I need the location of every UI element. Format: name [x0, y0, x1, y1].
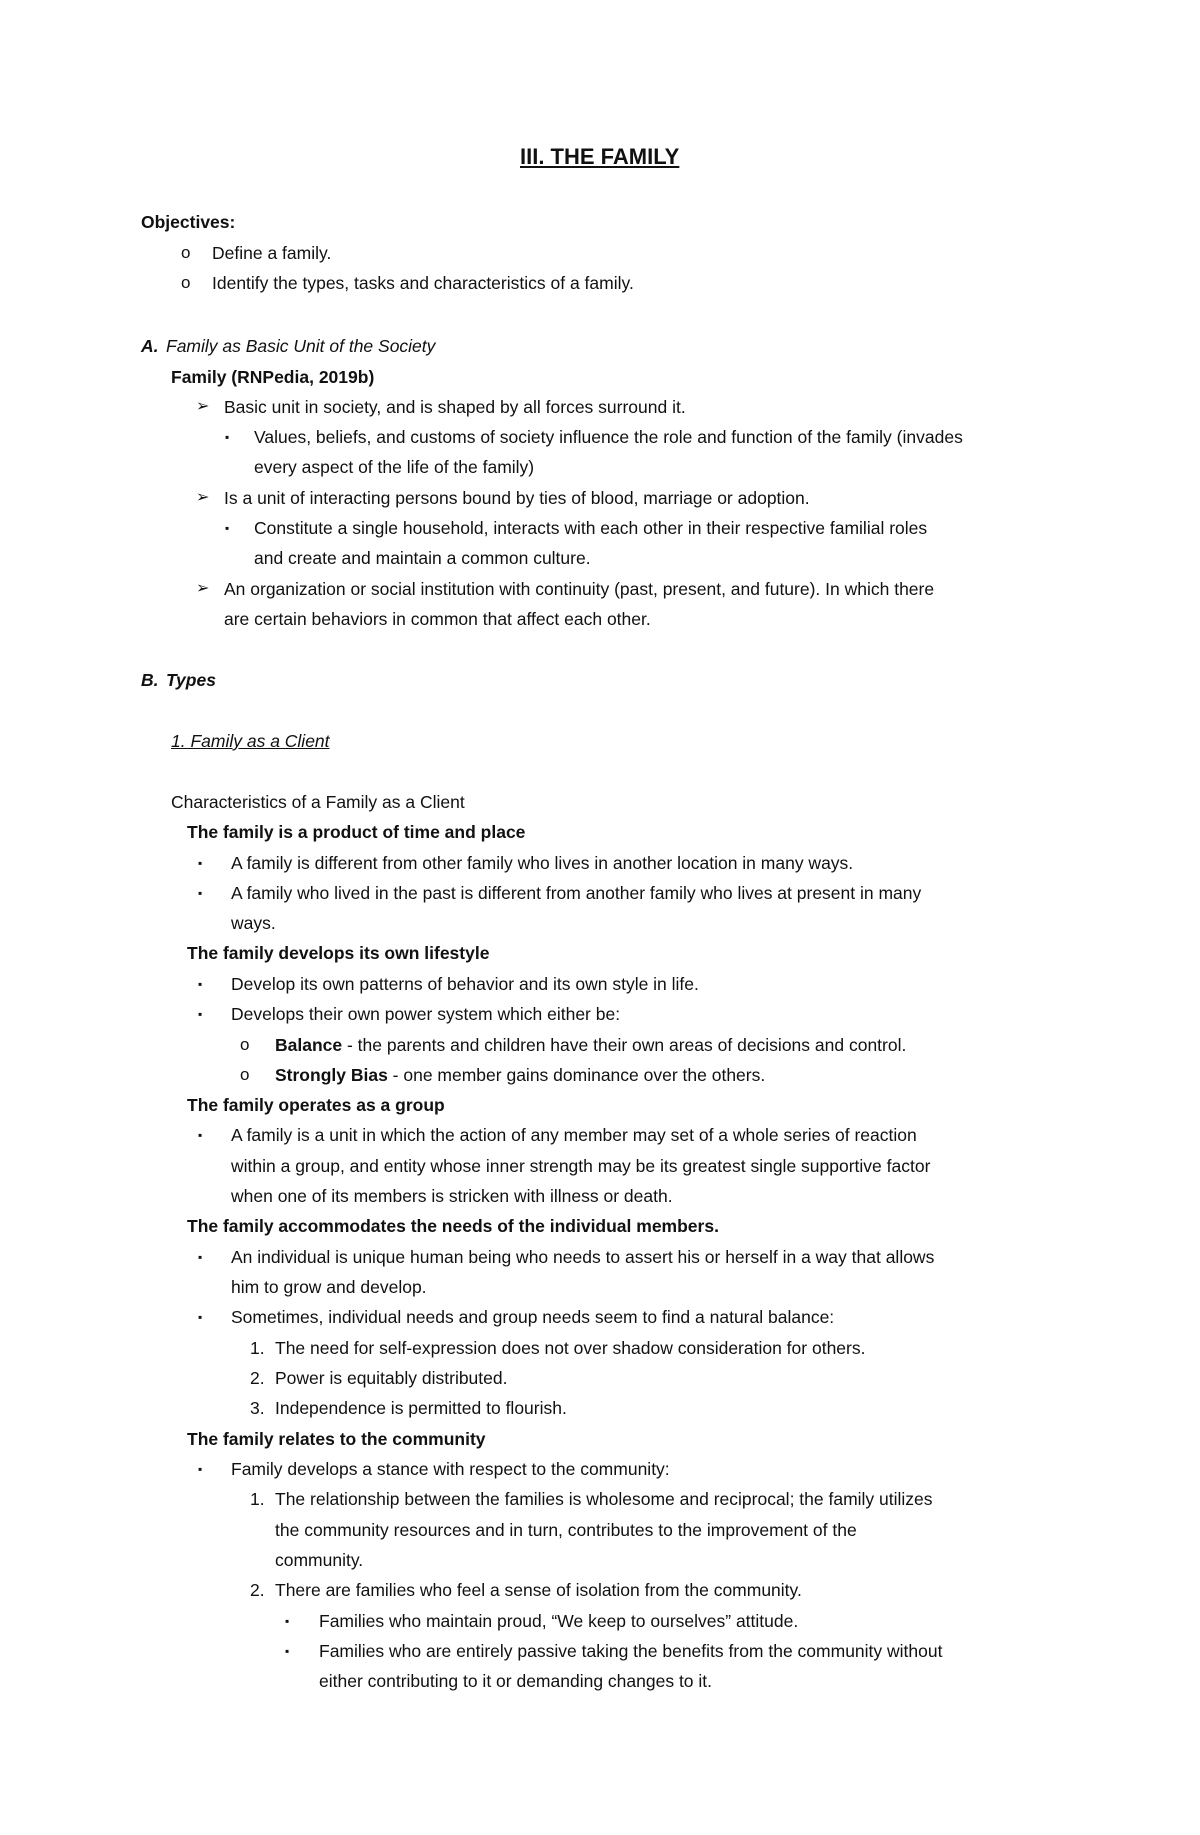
- group-line: Sometimes, individual needs and group needs seem to find a natural balance:: [231, 1307, 835, 1327]
- bullet-circle-icon: o: [240, 1035, 250, 1054]
- group-line: Develops their own power system which either be:: [231, 1004, 621, 1024]
- number-marker: 1.: [250, 1338, 265, 1358]
- group-heading: The family accommodates the needs of the individual members.: [187, 1216, 719, 1236]
- sub-item-term: Balance: [275, 1035, 343, 1055]
- sub-item: either contributing to it or demanding changes to it.: [319, 1671, 713, 1691]
- section-a-heading: Family as Basic Unit of the Society: [166, 336, 436, 356]
- bullet-square-icon: ▪: [225, 430, 230, 444]
- sub-item: [275, 1064, 765, 1086]
- bullet-square-icon: ▪: [198, 1007, 203, 1021]
- bullet-square-icon: ▪: [198, 1310, 203, 1324]
- group-heading: The family relates to the community: [187, 1429, 486, 1449]
- group-line: A family is different from other family who lives in another location in many ways.: [231, 853, 854, 873]
- bullet-circle-icon: o: [181, 243, 191, 262]
- bullet-arrow-icon: ➢: [196, 489, 210, 506]
- section-a-point: and create and maintain a common culture.: [254, 548, 591, 568]
- number-marker: 1.: [250, 1489, 265, 1509]
- bullet-arrow-icon: ➢: [196, 398, 210, 415]
- section-a-point: are certain behaviors in common that affect each other.: [224, 609, 651, 629]
- bullet-circle-icon: o: [181, 273, 191, 292]
- numbered-item: The need for self-expression does not over shadow consideration for others.: [275, 1338, 866, 1358]
- numbered-item: Power is equitably distributed.: [275, 1368, 508, 1388]
- group-heading: The family is a product of time and place: [187, 822, 526, 842]
- number-marker: 2.: [250, 1580, 265, 1600]
- bullet-arrow-icon: ➢: [196, 580, 210, 597]
- bullet-square-icon: ▪: [198, 1250, 203, 1264]
- bullet-square-icon: ▪: [198, 1462, 203, 1476]
- objective-item: Define a family.: [212, 243, 332, 263]
- bullet-square-icon: ▪: [198, 1128, 203, 1142]
- bullet-square-icon: ▪: [225, 521, 230, 535]
- section-a-point: Values, beliefs, and customs of society influence the role and function of the family (invades: [254, 427, 963, 447]
- number-marker: 3.: [250, 1398, 265, 1418]
- bullet-square-icon: ▪: [198, 886, 203, 900]
- group-line: within a group, and entity whose inner strength may be its greatest single supportive factor: [231, 1156, 931, 1176]
- group-line: when one of its members is stricken with illness or death.: [231, 1186, 673, 1206]
- sub-item-text: - the parents and children have their own areas of decisions and control.: [342, 1035, 907, 1055]
- section-a-point: every aspect of the life of the family): [254, 457, 535, 477]
- section-a-point: Constitute a single household, interacts with each other in their respective familial roles: [254, 518, 928, 538]
- number-marker: 2.: [250, 1368, 265, 1388]
- bullet-square-icon: ▪: [198, 977, 203, 991]
- numbered-item: community.: [275, 1550, 364, 1570]
- sub-item: Families who are entirely passive taking the benefits from the community without: [319, 1641, 943, 1661]
- group-line: A family is a unit in which the action of any member may set of a whole series of reaction: [231, 1125, 917, 1145]
- bullet-circle-icon: o: [240, 1065, 250, 1084]
- group-line: An individual is unique human being who needs to assert his or herself in a way that allows: [231, 1247, 935, 1267]
- bullet-square-icon: ▪: [285, 1644, 290, 1658]
- numbered-item: There are families who feel a sense of isolation from the community.: [275, 1580, 802, 1600]
- section-a-point: An organization or social institution with continuity (past, present, and future). In which there: [224, 579, 935, 599]
- section-a-point: Is a unit of interacting persons bound by ties of blood, marriage or adoption.: [224, 488, 810, 508]
- numbered-item: The relationship between the families is wholesome and reciprocal; the family utilizes: [275, 1489, 933, 1509]
- group-line: him to grow and develop.: [231, 1277, 427, 1297]
- page-title: III. THE FAMILY: [520, 144, 680, 169]
- objective-item: Identify the types, tasks and characteristics of a family.: [212, 273, 634, 293]
- section-a-letter: A.: [141, 336, 159, 356]
- section-b-subheading: 1. Family as a Client: [171, 731, 330, 751]
- section-b-letter: B.: [141, 670, 159, 690]
- group-heading: The family operates as a group: [187, 1095, 445, 1115]
- section-a-subheading: Family (RNPedia, 2019b): [171, 367, 375, 387]
- sub-item: [275, 1034, 906, 1056]
- group-line: Develop its own patterns of behavior and its own style in life.: [231, 974, 699, 994]
- group-line: ways.: [231, 913, 276, 933]
- sub-item-term: Strongly Bias: [275, 1065, 388, 1085]
- group-line: A family who lived in the past is different from another family who lives at present in many: [231, 883, 922, 903]
- numbered-item: the community resources and in turn, contributes to the improvement of the: [275, 1520, 857, 1540]
- sub-item-text: - one member gains dominance over the others.: [387, 1065, 766, 1085]
- characteristics-title: Characteristics of a Family as a Client: [171, 792, 465, 812]
- group-heading: The family develops its own lifestyle: [187, 943, 490, 963]
- section-a-point: Basic unit in society, and is shaped by all forces surround it.: [224, 397, 686, 417]
- group-line: Family develops a stance with respect to the community:: [231, 1459, 670, 1479]
- objectives-label: Objectives:: [141, 212, 236, 232]
- numbered-item: Independence is permitted to flourish.: [275, 1398, 567, 1418]
- sub-item: Families who maintain proud, “We keep to ourselves” attitude.: [319, 1611, 799, 1631]
- bullet-square-icon: ▪: [198, 856, 203, 870]
- section-b-heading: Types: [166, 670, 216, 690]
- bullet-square-icon: ▪: [285, 1614, 290, 1628]
